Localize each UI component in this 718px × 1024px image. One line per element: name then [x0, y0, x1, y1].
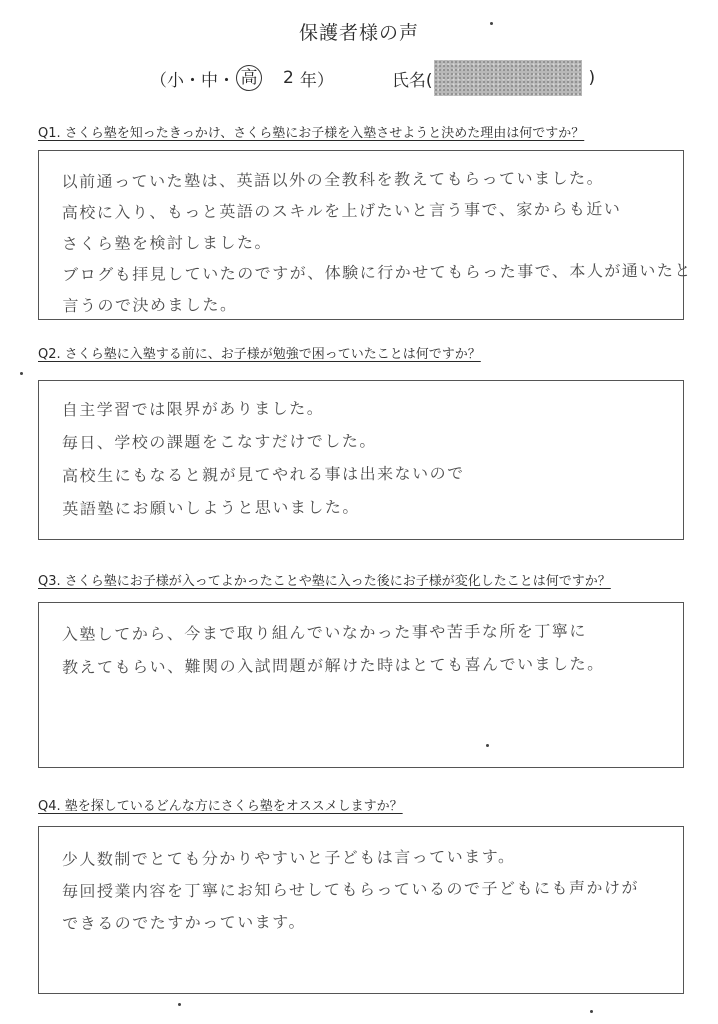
answer-1-line: さくら塾を検討しました。 [61, 232, 273, 254]
scan-speck [486, 744, 489, 747]
answer-1-line: 言うので決めました。 [62, 294, 238, 316]
question-1: Q1. さくら塾を知ったきっかけ、さくら塾にお子様を入塾させようと決めた理由は何ですか？ [38, 126, 585, 141]
scan-speck [590, 1010, 593, 1013]
answer-2 [62, 391, 465, 526]
answer-2-line: 英語塾にお願いしようと思いました。 [62, 497, 360, 519]
answer-4-line: 少人数制でとても分かりやすいと子どもは言っています。 [61, 846, 516, 870]
name-label: 氏名( [391, 70, 433, 91]
question-3: Q3. さくら塾にお子様が入ってよかったことや塾に入った後にお子様が変化したことは何ですか？ [38, 574, 611, 589]
answer-1 [61, 162, 692, 321]
grade-suffix: 年） [299, 70, 334, 91]
redacted-name [434, 60, 582, 96]
answer-3-line: 入塾してから、今まで取り組んでいなかった事や苦手な所を丁寧に [61, 621, 587, 644]
answer-3 [62, 614, 605, 684]
school-level-options: （小・中・ [150, 70, 235, 91]
scan-speck [178, 1003, 181, 1006]
name-close-paren: ) [588, 68, 596, 88]
page-title: 保護者様の声 [298, 22, 419, 44]
scan-speck [490, 22, 493, 25]
answer-1-line: 高校に入り、もっと英語のスキルを上げたいと言う事で、家からも近い [61, 199, 622, 223]
answer-4-line: 毎回授業内容を丁寧にお知らせしてもらっているので子どもにも声かけが [61, 877, 640, 902]
answer-1-line: 以前通っていた塾は、英語以外の全教科を教えてもらっていました。 [61, 168, 605, 192]
answer-2-line: 高校生にもなると親が見てやれる事は出来ないので [62, 463, 465, 486]
answer-2-line: 自主学習では限界がありました。 [61, 398, 325, 420]
answer-4 [62, 840, 640, 940]
question-4: Q4. 塾を探しているどんな方にさくら塾をオススメしますか？ [38, 799, 403, 814]
selected-school-level: 高 [236, 65, 262, 91]
answer-2-line: 毎日、学校の課題をこなすだけでした。 [61, 431, 377, 453]
grade-name-row [150, 60, 595, 96]
answer-3-line: 教えてもらい、難関の入試問題が解けた時はとても喜んでいました。 [62, 654, 605, 677]
answer-4-line: できるのでたすかっています。 [62, 912, 307, 934]
grade-number: 2 [283, 68, 294, 88]
scan-speck [20, 372, 23, 375]
question-2: Q2. さくら塾に入塾する前に、お子様が勉強で困っていたことは何ですか？ [38, 347, 481, 362]
answer-1-line: ブログも拝見していたのですが、体験に行かせてもらった事で、本人が通いたと [62, 260, 692, 285]
